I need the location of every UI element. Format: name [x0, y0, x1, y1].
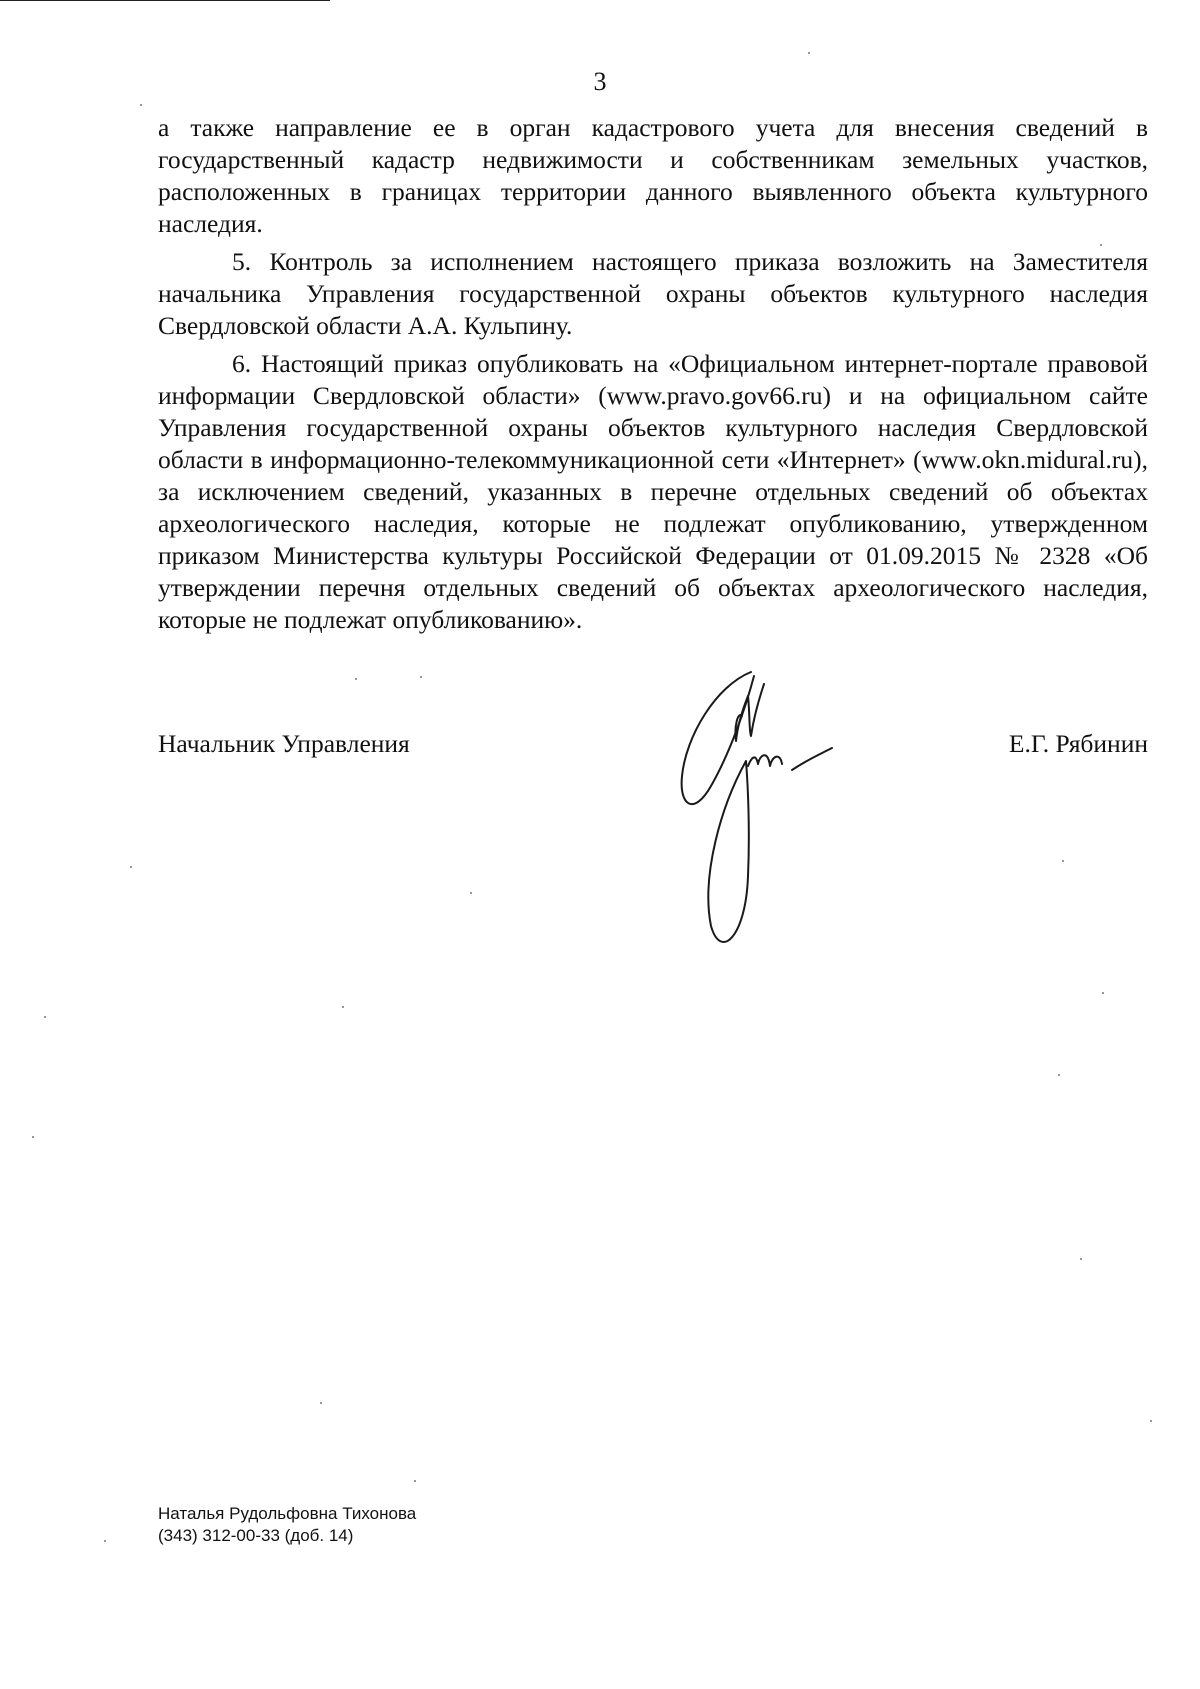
scan-speck: [1150, 1420, 1152, 1422]
scan-speck: [1102, 992, 1104, 994]
scan-speck: [320, 1402, 322, 1404]
scan-speck: [104, 1540, 106, 1542]
signatory-name: Е.Г. Рябинин: [1008, 729, 1148, 758]
scan-speck: [342, 1006, 344, 1008]
handwritten-signature-icon: [676, 666, 906, 951]
contact-phone: (343) 312-00-33 (доб. 14): [158, 1526, 354, 1545]
scan-speck: [130, 866, 132, 868]
scan-speck: [470, 892, 472, 894]
paragraph-continuation: а также направление ее в орган кадастрового учета для внесения сведений в государственный кадастр недвижимости и собственникам земельных участков, расположенных в границах территории данного выявленного объекта культурного наследия.: [158, 113, 1148, 238]
scan-speck: [44, 1016, 46, 1018]
paragraph-item-5: 5. Контроль за исполнением настоящего приказа возложить на Заместителя начальника Управления государственной охраны объектов культурного наследия Свердловской области А.А. Кульпину.: [158, 247, 1148, 340]
scan-speck: [1058, 1074, 1060, 1076]
scan-speck: [1080, 1258, 1082, 1260]
signatory-position: Начальник Управления: [158, 729, 410, 758]
contact-block: [158, 1503, 416, 1547]
scan-speck: [808, 52, 810, 54]
scan-speck: [1100, 244, 1102, 246]
document-body: [158, 112, 1148, 642]
scan-speck: [420, 676, 422, 678]
scan-speck: [355, 678, 357, 680]
contact-name: Наталья Рудольфовна Тихонова: [158, 1504, 417, 1523]
page-number: 3: [593, 67, 607, 96]
paragraph-item-6: 6. Настоящий приказ опубликовать на «Официальном интернет-портале правовой информации Свердловской области» (www.pravo.gov66.ru) и на официальном сайте Управления государственной охраны объектов культурного наследия Свердловской области в информационно-телекоммуникационной сети «Интернет» (www.okn.midural.ru), за исключением сведений, указанных в перечне отдельных сведений об объектах археологического наследия, которые не подлежат опубликованию, утвержденном приказом Министерства культуры Российской Федерации от 01.09.2015 № 2328 «Об утверждении перечня отдельных сведений об объектах археологического наследия, которые не подлежат опубликованию».: [158, 349, 1148, 634]
scan-speck: [32, 1136, 34, 1138]
scan-speck: [414, 1480, 416, 1482]
scan-speck: [1062, 860, 1064, 862]
scan-speck: [140, 104, 142, 106]
top-rule: [0, 0, 330, 1]
